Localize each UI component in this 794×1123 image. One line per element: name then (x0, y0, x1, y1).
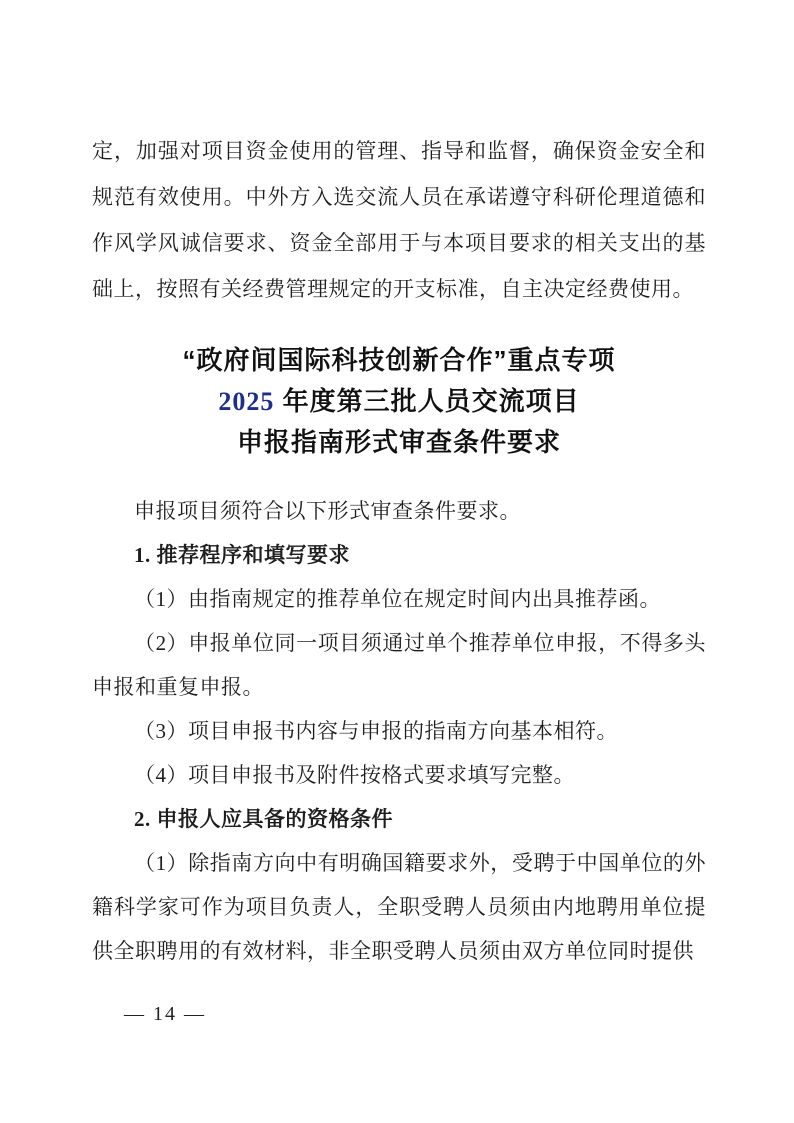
section-2-item-1: （1）除指南方向中有明确国籍要求外，受聘于中国单位的外籍科学家可作为项目负责人，全职受聘人员须由内地聘用单位提供全职聘用的有效材料，非全职受聘人员须由双方单位同时提供 (92, 851, 706, 963)
section-1-item-3: （3）项目申报书内容与申报的指南方向基本相符。 (134, 719, 618, 743)
section-1-heading: 1. 推荐程序和填写要求 (134, 543, 350, 567)
title-line-2-text: 年度第三批人员交流项目 (274, 386, 580, 416)
section-1-item-1: （1）由指南规定的推荐单位在规定时间内出具推荐函。 (134, 587, 661, 611)
intro-paragraph: 申报项目须符合以下形式审查条件要求。 (134, 499, 521, 523)
requirements-section (92, 489, 706, 973)
title-line-1: “政府间国际科技创新合作”重点专项 (182, 345, 616, 375)
section-2-heading: 2. 申报人应具备的资格条件 (134, 807, 393, 831)
page-number: — 14 — (124, 1003, 206, 1025)
document-body (92, 128, 706, 973)
document-title (92, 340, 706, 463)
title-year: 2025 (218, 387, 275, 416)
title-line-2 (92, 381, 706, 422)
section-1-item-4: （4）项目申报书及附件按格式要求填写完整。 (134, 763, 575, 787)
continuation-paragraph: 定，加强对项目资金使用的管理、指导和监督，确保资金安全和规范有效使用。中外方入选交流人员在承诺遵守科研伦理道德和作风学风诚信要求、资金全部用于与本项目要求的相关支出的基础上，按照有关经费管理规定的开支标准，自主决定经费使用。 (92, 139, 706, 301)
section-1-item-2: （2）申报单位同一项目须通过单个推荐单位申报，不得多头申报和重复申报。 (92, 631, 706, 699)
title-line-3: 申报指南形式审查条件要求 (236, 427, 561, 457)
